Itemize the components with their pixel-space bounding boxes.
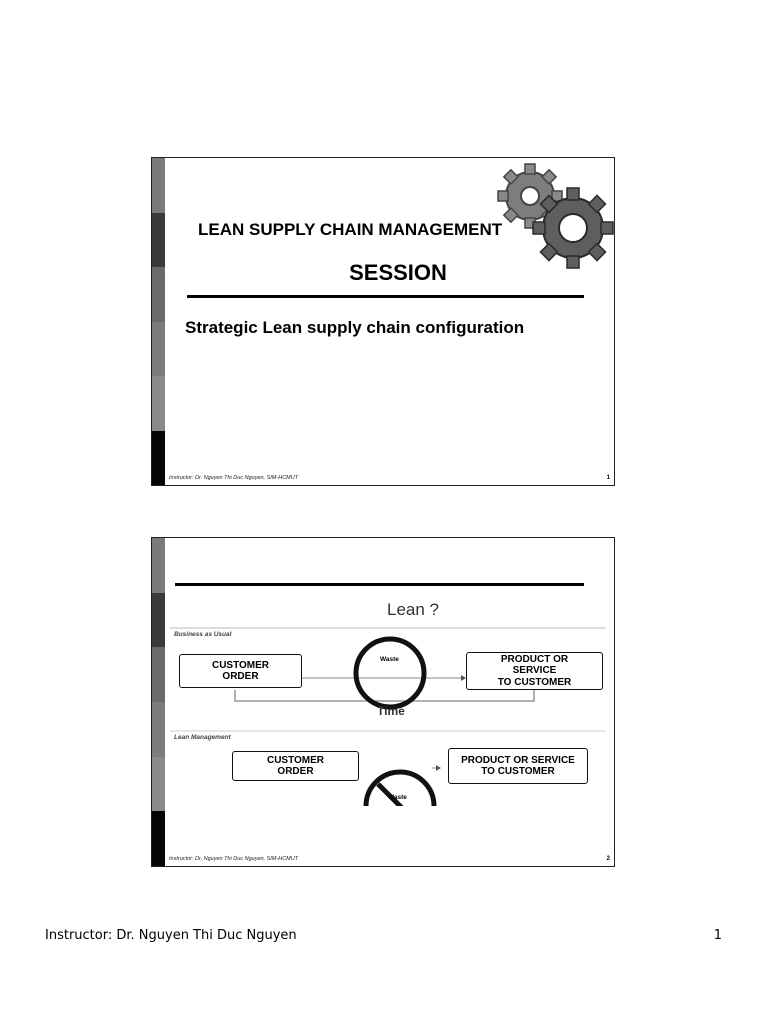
lean-diagram [170, 598, 606, 806]
business-as-usual-label: Business as Usual [174, 631, 232, 638]
product-service-box: PRODUCT OR SERVICE TO CUSTOMER [466, 652, 603, 690]
session-heading: SESSION [349, 260, 447, 285]
slide-2 [151, 537, 615, 867]
slide-1 [151, 157, 615, 486]
page-number: 1 [713, 928, 722, 943]
page-footer: Instructor: Dr. Nguyen Thi Duc Nguyen [45, 928, 297, 943]
product-service-box: PRODUCT OR SERVICE TO CUSTOMER [448, 748, 588, 784]
slide-title: LEAN SUPPLY CHAIN MANAGEMENT [198, 220, 503, 239]
slide-footer: Instructor: Dr. Nguyen Thi Duc Nguyen, SIM-HCMUT [169, 475, 299, 481]
diagram-title: Lean ? [387, 600, 439, 619]
slide-number: 2 [606, 856, 610, 862]
slide-sidebar [152, 158, 165, 485]
customer-order-box: CUSTOMER ORDER [232, 751, 359, 781]
slide-footer: Instructor: Dr. Nguyen Thi Duc Nguyen, SIM-HCMUT [169, 856, 299, 862]
waste-label: Waste [388, 794, 407, 801]
slide-number: 1 [606, 475, 610, 481]
slide-sidebar [152, 538, 165, 866]
slide-subtitle: Strategic Lean supply chain configuration [185, 318, 525, 337]
divider [187, 295, 584, 298]
waste-label: Waste [380, 656, 399, 663]
divider [175, 583, 584, 586]
gears-icon [497, 158, 615, 270]
customer-order-box: CUSTOMER ORDER [179, 654, 302, 688]
time-label: Time [377, 704, 405, 718]
lean-management-label: Lean Management [174, 734, 231, 741]
